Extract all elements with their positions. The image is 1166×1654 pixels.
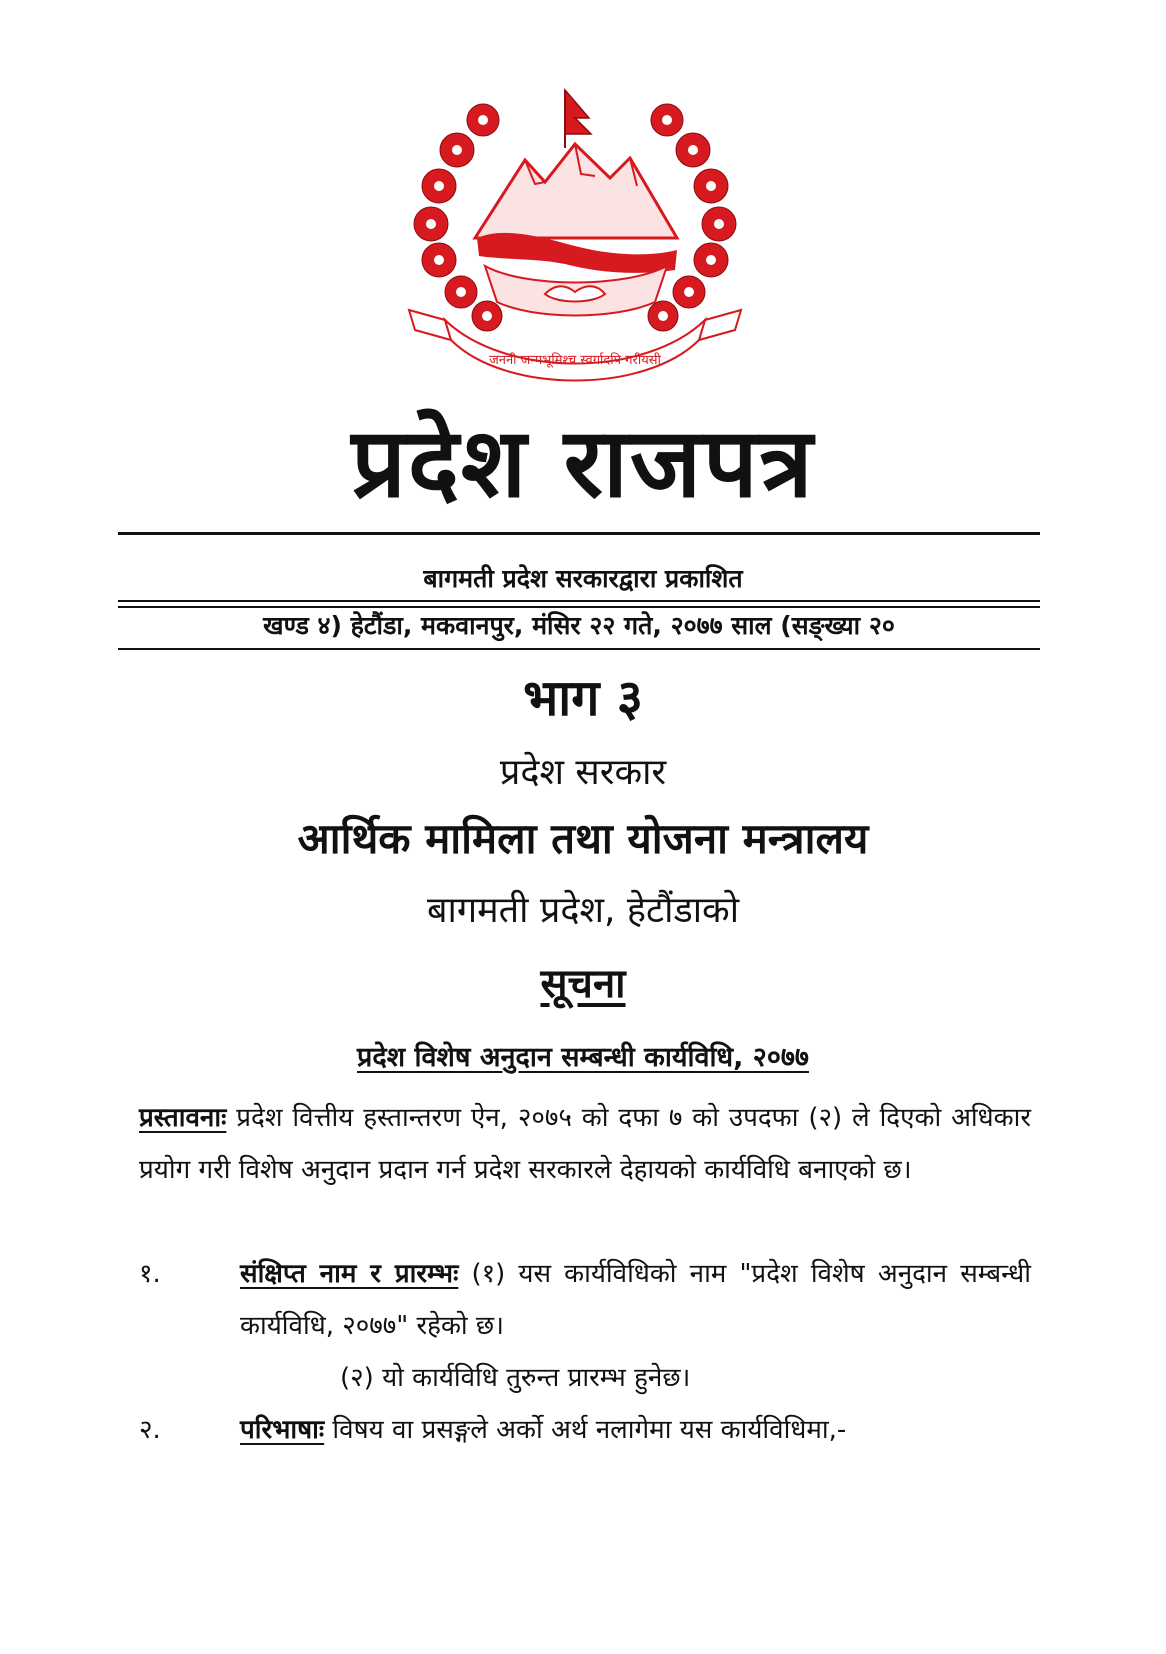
section-heading: परिभाषाः xyxy=(240,1415,325,1445)
preamble-paragraph xyxy=(139,1092,1031,1196)
issue-line: खण्ड ४) हेटौंडा, मकवानपुर, मंसिर २२ गते, २०७७ साल (सङ्ख्या २० xyxy=(263,611,895,640)
procedure-title: प्रदेश विशेष अनुदान सम्बन्धी कार्यविधि, २०७७ xyxy=(357,1042,809,1073)
section-heading: संक्षिप्त नाम र प्रारम्भः xyxy=(240,1259,459,1289)
notice-heading: सूचना xyxy=(540,961,626,1007)
location-heading: बागमती प्रदेश, हेटौंडाको xyxy=(426,890,740,931)
header-rule-top xyxy=(118,532,1040,535)
section-text: (१) यस कार्यविधिको नाम "प्रदेश विशेष अनुदान सम्बन्धी कार्यविधि, २०७७" रहेको छ। xyxy=(240,1259,1032,1341)
section-1-subclause: (२) यो कार्यविधि तुरुन्त प्रारम्भ हुनेछ। xyxy=(340,1363,691,1393)
preamble-text: प्रदेश वित्तीय हस्तान्तरण ऐन, २०७५ को दफा ७ को उपदफा (२) ले दिएको अधिकार प्रयोग गरी विशेष अनुदान प्रदान गर्न प्रदेश सरकारले देहायको कार्यविधि बनाएको छ। xyxy=(139,1103,1031,1185)
publisher-line: बागमती प्रदेश सरकारद्वारा प्रकाशित xyxy=(423,564,743,593)
preamble-label: प्रस्तावनाः xyxy=(139,1103,227,1133)
part-heading: भाग ३ xyxy=(523,669,643,727)
header-rule-middle-2 xyxy=(118,606,1040,608)
section-1-body xyxy=(240,1248,1031,1352)
gazette-title: प्रदेश राजपत्र xyxy=(351,407,815,519)
section-number: १. xyxy=(139,1259,161,1289)
header-rule-bottom xyxy=(118,648,1040,650)
section-2-body xyxy=(240,1404,1031,1456)
nepal-coat-of-arms-icon xyxy=(405,88,745,388)
government-heading: प्रदेश सरकार xyxy=(499,752,667,793)
header-rule-middle-1 xyxy=(118,600,1040,602)
ministry-heading: आर्थिक मामिला तथा योजना मन्त्रालय xyxy=(297,814,869,863)
section-text: विषय वा प्रसङ्गले अर्को अर्थ नलागेमा यस कार्यविधिमा,- xyxy=(324,1415,847,1445)
section-number: २. xyxy=(139,1415,161,1445)
emblem-motto: जननी जन्मभूमिश्च स्वर्गादपि गरीयसी xyxy=(489,353,661,368)
